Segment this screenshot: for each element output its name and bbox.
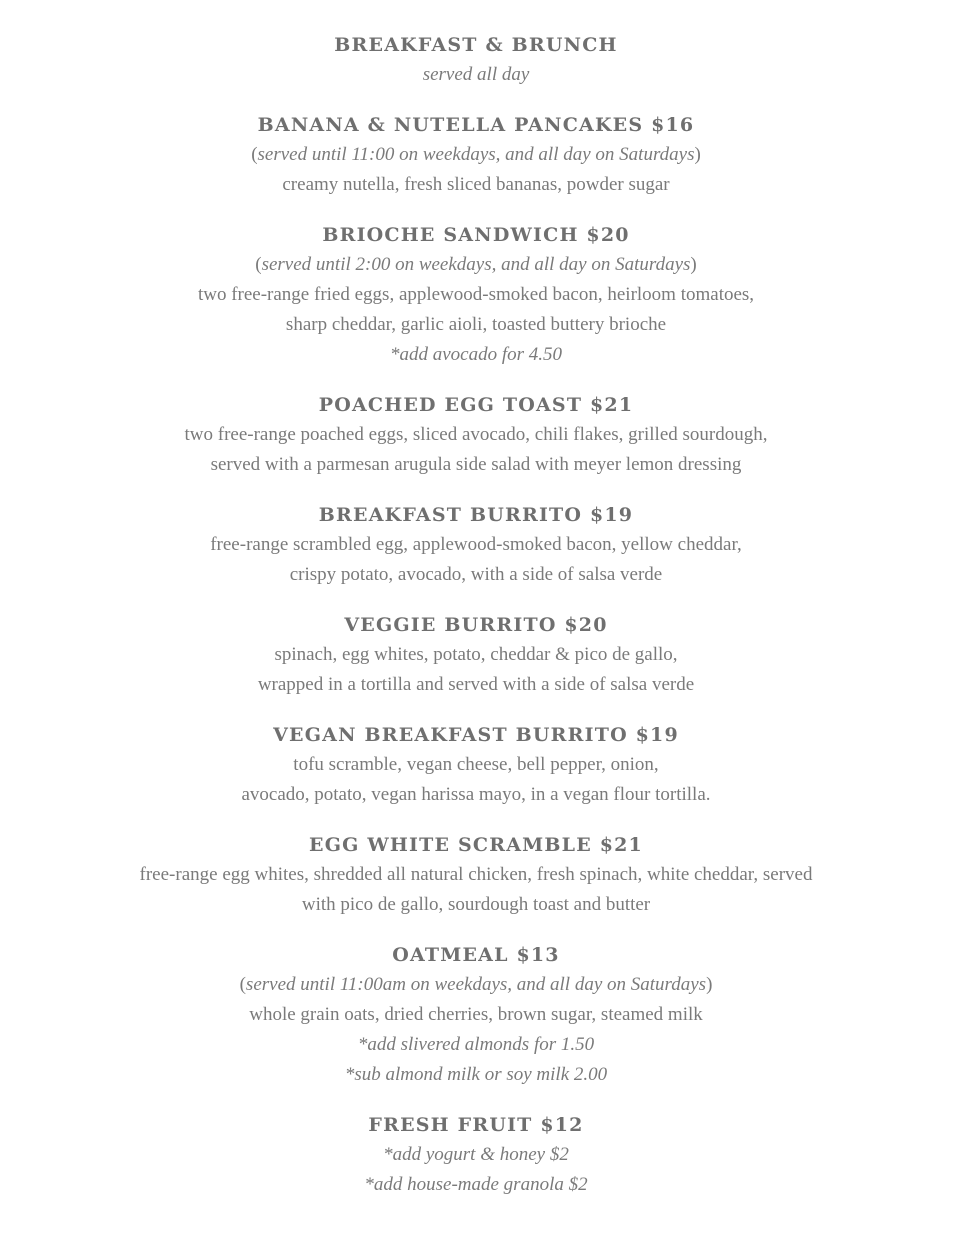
- menu-item: [0, 830, 952, 920]
- availability-text: served until 11:00am on weekdays, and all day on Saturdays: [245, 974, 707, 995]
- section-subtitle: served all day: [422, 64, 530, 85]
- menu-item-description: creamy nutella, fresh sliced bananas, powder sugar: [282, 174, 670, 195]
- menu-item: [0, 940, 952, 1090]
- menu-item-title: FRESH FRUIT $12: [368, 1114, 584, 1136]
- menu-item-description: two free-range poached eggs, sliced avocado, chili flakes, grilled sourdough,: [184, 424, 768, 445]
- menu-item-description: two free-range fried eggs, applewood-smoked bacon, heirloom tomatoes,: [197, 284, 755, 305]
- menu-item: [0, 1110, 952, 1200]
- menu-item-addon: *add avocado for 4.50: [389, 344, 563, 365]
- menu-item-title: BREAKFAST BURRITO $19: [318, 504, 634, 526]
- menu-item-description: whole grain oats, dried cherries, brown sugar, steamed milk: [249, 1004, 703, 1025]
- menu-item-title: POACHED EGG TOAST $21: [318, 394, 634, 416]
- menu-item-title: BRIOCHE SANDWICH $20: [322, 224, 630, 246]
- menu-item-description: tofu scramble, vegan cheese, bell pepper, onion,: [293, 754, 659, 775]
- menu-item-addon: *add yogurt & honey $2: [383, 1144, 569, 1165]
- menu-item-availability-note: (served until 11:00 on weekdays, and all day on Saturdays): [251, 144, 701, 165]
- menu-item-description: free-range scrambled egg, applewood-smoked bacon, yellow cheddar,: [210, 534, 742, 555]
- menu-item: [0, 720, 952, 810]
- menu-item: [0, 110, 952, 200]
- menu-item-availability-note: (served until 2:00 on weekdays, and all day on Saturdays): [255, 254, 697, 275]
- menu-item-description: avocado, potato, vegan harissa mayo, in a vegan flour tortilla.: [241, 784, 711, 805]
- menu-item-title: OATMEAL $13: [392, 944, 560, 966]
- menu-item-description: free-range egg whites, shredded all natural chicken, fresh spinach, white cheddar, served: [139, 864, 813, 885]
- section-title: BREAKFAST & BRUNCH: [334, 34, 618, 56]
- menu-item: [0, 220, 952, 370]
- menu-item-title: VEGAN BREAKFAST BURRITO $19: [273, 724, 679, 746]
- menu-items: [0, 110, 952, 1200]
- menu-item-description: served with a parmesan arugula side salad with meyer lemon dressing: [210, 454, 742, 475]
- menu-item-title: EGG WHITE SCRAMBLE $21: [309, 834, 643, 856]
- menu-item-title: BANANA & NUTELLA PANCAKES $16: [257, 114, 695, 136]
- menu-item-description: spinach, egg whites, potato, cheddar & pico de gallo,: [274, 644, 678, 665]
- menu-item-description: crispy potato, avocado, with a side of salsa verde: [289, 564, 663, 585]
- availability-text: served until 11:00 on weekdays, and all day on Saturdays: [257, 144, 695, 165]
- menu-item-addon: *sub almond milk or soy milk 2.00: [344, 1064, 608, 1085]
- menu-item-addon: *add slivered almonds for 1.50: [357, 1034, 595, 1055]
- menu-item-availability-note: (served until 11:00am on weekdays, and all day on Saturdays): [239, 974, 713, 995]
- menu-item-description: with pico de gallo, sourdough toast and butter: [301, 894, 651, 915]
- menu-item-title: VEGGIE BURRITO $20: [344, 614, 608, 636]
- menu-page: [0, 30, 952, 1200]
- menu-item: [0, 390, 952, 480]
- availability-text: served until 2:00 on weekdays, and all day on Saturdays: [261, 254, 691, 275]
- menu-item: [0, 500, 952, 590]
- menu-item-description: wrapped in a tortilla and served with a side of salsa verde: [257, 674, 695, 695]
- menu-item: [0, 610, 952, 700]
- menu-item-addon: *add house-made granola $2: [364, 1174, 588, 1195]
- menu-item-description: sharp cheddar, garlic aioli, toasted buttery brioche: [285, 314, 667, 335]
